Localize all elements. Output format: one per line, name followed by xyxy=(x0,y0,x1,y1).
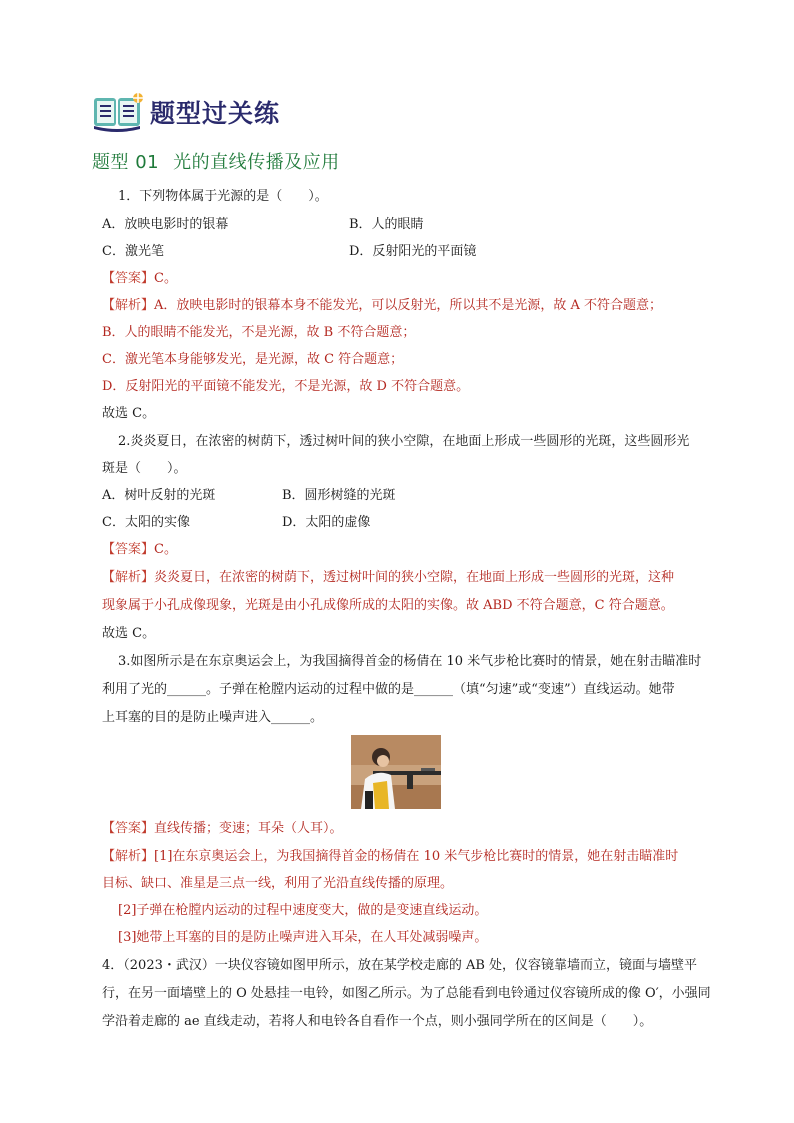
q1-option-b: B．人的眼睛 xyxy=(349,217,424,232)
q2-stem-line-2: 斑是（ ）。 xyxy=(102,461,187,476)
q4-stem-line-3: 学沿着走廊的 ae 直线走动，若将人和电铃各自看作一个点，则小强同学所在的区间是（ ）。 xyxy=(102,1014,653,1029)
q2-option-d: D．太阳的虚像 xyxy=(282,515,371,530)
section-heading xyxy=(92,148,340,174)
analysis-text: [1]在东京奥运会上，为我国摘得首金的杨倩在 10 米气步枪比赛时的情景，她在射击瞄准时 xyxy=(154,849,679,864)
q3-stem-line-3: 上耳塞的目的是防止噪声进入______。 xyxy=(102,710,324,725)
section-name: 光的直线传播及应用 xyxy=(173,152,340,173)
q2-answer xyxy=(102,541,177,559)
answer-text: C。 xyxy=(154,542,177,557)
q1-conclusion: 故选 C。 xyxy=(102,406,156,421)
q3-analysis-line-1 xyxy=(102,848,678,866)
q3-analysis-line-3: [2]子弹在枪膛内运动的过程中速度变大，做的是变速直线运动。 xyxy=(118,903,488,918)
q2-conclusion: 故选 C。 xyxy=(102,626,156,641)
q2-option-b: B．圆形树缝的光斑 xyxy=(282,488,396,503)
q3-stem-line-1: 3.如图所示是在东京奥运会上，为我国摘得首金的杨倩在 10 米气步枪比赛时的情景，她在射击瞄准时 xyxy=(118,654,702,669)
q1-analysis-line-2: B．人的眼睛不能发光，不是光源，故 B 不符合题意； xyxy=(102,325,416,340)
page-title: 题型过关练 xyxy=(150,99,281,128)
analysis-label: 【解析】 xyxy=(102,570,155,585)
q3-analysis-line-2: 目标、缺口、准星是三点一线，利用了光沿直线传播的原理。 xyxy=(102,876,454,891)
q1-answer xyxy=(102,270,177,288)
analysis-label: 【解析】 xyxy=(102,849,155,864)
answer-label: 【答案】 xyxy=(102,271,155,286)
q1-analysis-line-3: C．激光笔本身能够发光，是光源，故 C 符合题意； xyxy=(102,352,404,367)
answer-label: 【答案】 xyxy=(102,542,155,557)
q4-stem-line-2: 行，在另一面墙壁上的 O 处悬挂一电铃，如图乙所示。为了总能看到电铃通过仪容镜所成的像 O′，小强同 xyxy=(102,986,711,1001)
q3-stem-line-2: 利用了光的______。子弹在枪膛内运动的过程中做的是______（填“匀速”或“变速”）直线运动。她带 xyxy=(102,682,675,697)
q4-stem-line-1: 4．（2023・武汉）一块仪容镜如图甲所示，放在某学校走廊的 AB 处，仪容镜靠墙而立，镜面与墙壁平 xyxy=(102,958,698,973)
q2-analysis-line-2: 现象属于小孔成像现象，光斑是由小孔成像所成的太阳的实像。故 ABD 不符合题意，C 符合题意。 xyxy=(102,598,674,613)
q3-answer xyxy=(102,820,343,838)
q2-option-a: A．树叶反射的光斑 xyxy=(102,488,216,503)
q1-analysis-line-1 xyxy=(102,297,662,315)
shooter-photo xyxy=(351,735,441,809)
page-header xyxy=(92,92,280,132)
q2-stem-line-1: 2.炎炎夏日，在浓密的树荫下，透过树叶间的狭小空隙，在地面上形成一些圆形的光斑，这些圆形光 xyxy=(118,434,690,449)
open-book-icon xyxy=(92,92,144,132)
q3-analysis-line-4: [3]她带上耳塞的目的是防止噪声进入耳朵，在人耳处减弱噪声。 xyxy=(118,930,488,945)
q1-option-a: A．放映电影时的银幕 xyxy=(102,217,229,232)
q1-stem: 1．下列物体属于光源的是（ ）。 xyxy=(118,189,328,204)
analysis-text: 炎炎夏日，在浓密的树荫下，透过树叶间的狭小空隙，在地面上形成一些圆形的光斑，这种 xyxy=(154,570,675,585)
q1-option-c: C．激光笔 xyxy=(102,244,164,259)
answer-label: 【答案】 xyxy=(102,821,155,836)
analysis-text: A．放映电影时的银幕本身不能发光，可以反射光，所以其不是光源，故 A 不符合题意； xyxy=(154,298,663,313)
q2-analysis-line-1 xyxy=(102,569,674,587)
q1-option-d: D．反射阳光的平面镜 xyxy=(349,244,477,259)
answer-text: 直线传播；变速；耳朵（人耳）。 xyxy=(154,821,343,836)
section-number: 题型 01 xyxy=(92,152,160,173)
q2-option-c: C．太阳的实像 xyxy=(102,515,190,530)
answer-text: C。 xyxy=(154,271,177,286)
q1-analysis-line-4: D．反射阳光的平面镜不能发光，不是光源，故 D 不符合题意。 xyxy=(102,379,470,394)
analysis-label: 【解析】 xyxy=(102,298,155,313)
